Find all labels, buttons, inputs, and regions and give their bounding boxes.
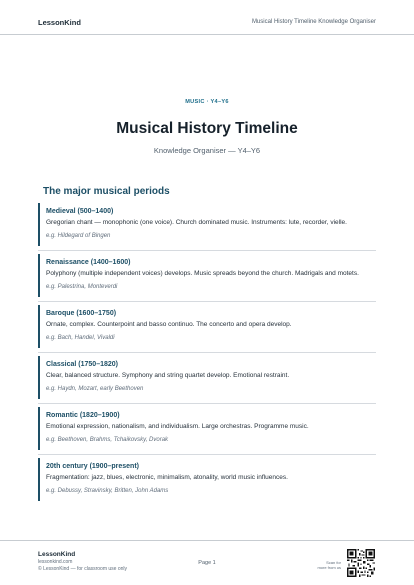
page-number: Page 1 bbox=[198, 560, 216, 566]
header-doc-title: Musical History Timeline Knowledge Organiser bbox=[251, 19, 376, 25]
period-card bbox=[38, 458, 376, 501]
period-description: Polyphony (multiple independent voices) develops. Music spreads beyond the church. Madrigals and motets. bbox=[46, 270, 359, 277]
footer-website[interactable]: lessonkind.com bbox=[38, 559, 73, 565]
footer-copyright: © LessonKind — for classroom use only bbox=[38, 566, 128, 572]
period-card bbox=[38, 407, 376, 450]
period-example: e.g. Palestrina, Monteverdi bbox=[46, 284, 118, 290]
period-example: e.g. Bach, Handel, Vivaldi bbox=[46, 335, 115, 341]
divider bbox=[38, 352, 376, 353]
footer-divider bbox=[0, 540, 414, 541]
page-header bbox=[38, 14, 376, 30]
periods-list bbox=[38, 203, 376, 501]
period-example: e.g. Hildegard of Bingen bbox=[46, 233, 111, 239]
header-divider bbox=[0, 34, 414, 35]
period-title: Renaissance (1400–1600) bbox=[46, 259, 131, 266]
period-description: Clear, balanced structure. Symphony and string quartet develop. Emotional restraint. bbox=[46, 372, 290, 379]
period-description: Ornate, complex. Counterpoint and basso continuo. The concerto and opera develop. bbox=[46, 321, 292, 328]
period-description: Fragmentation: jazz, blues, electronic, minimalism, atonality, world music influences. bbox=[46, 474, 288, 481]
scan-caption bbox=[305, 560, 341, 570]
period-title: 20th century (1900–present) bbox=[46, 463, 139, 470]
period-example: e.g. Beethoven, Brahms, Tchaikovsky, Dvorak bbox=[46, 437, 169, 443]
scan-caption-line: more from us bbox=[317, 565, 341, 570]
period-title: Medieval (500–1400) bbox=[46, 208, 114, 215]
period-description: Emotional expression, nationalism, and individualism. Large orchestras. Programme music. bbox=[46, 423, 309, 430]
period-example: e.g. Debussy, Stravinsky, Britten, John Adams bbox=[46, 488, 169, 494]
page-title: Musical History Timeline bbox=[116, 120, 298, 137]
period-title: Romantic (1820–1900) bbox=[46, 412, 120, 419]
header-brand: LessonKind bbox=[38, 17, 81, 27]
divider bbox=[38, 403, 376, 404]
period-description: Gregorian chant — monophonic (one voice). Church dominated music. Instruments: lute, recorder, vielle. bbox=[46, 219, 347, 226]
period-card bbox=[38, 203, 376, 246]
period-example: e.g. Haydn, Mozart, early Beethoven bbox=[46, 386, 144, 392]
subject-eyebrow: MUSIC · Y4–Y6 bbox=[185, 99, 229, 105]
period-card bbox=[38, 356, 376, 399]
divider bbox=[38, 250, 376, 251]
period-title: Baroque (1600–1750) bbox=[46, 310, 117, 317]
scan-caption-line: Scan for bbox=[326, 560, 341, 565]
footer-brand: LessonKind bbox=[38, 551, 76, 558]
section-heading: The major musical periods bbox=[43, 186, 170, 197]
divider bbox=[38, 454, 376, 455]
qr-code-icon[interactable] bbox=[347, 549, 375, 577]
period-title: Classical (1750–1820) bbox=[46, 361, 118, 368]
divider bbox=[38, 301, 376, 302]
period-card bbox=[38, 305, 376, 348]
period-card bbox=[38, 254, 376, 297]
page-subtitle: Knowledge Organiser — Y4–Y6 bbox=[153, 146, 261, 155]
